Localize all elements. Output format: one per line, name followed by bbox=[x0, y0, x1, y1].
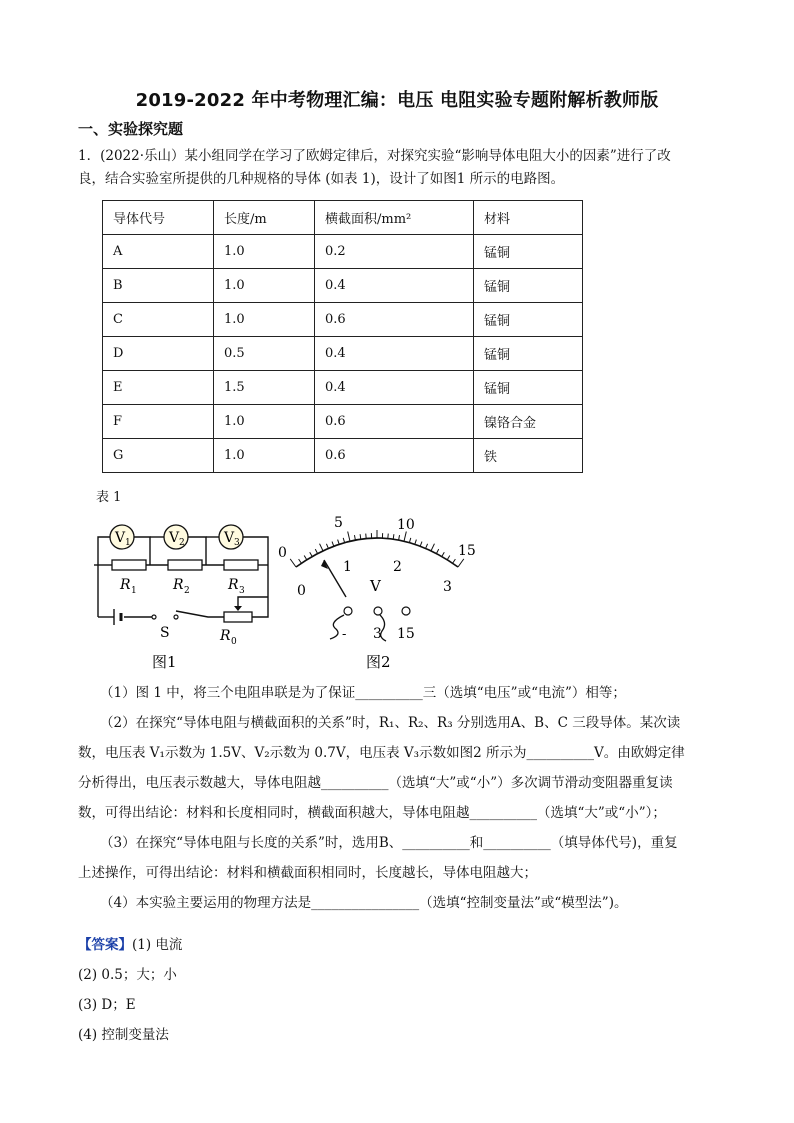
question-intro-line-1: 1．(2022·乐山）某小组同学在学习了欧姆定律后，对探究实验“影响导体电阻大小的因素”进行了改 bbox=[78, 148, 671, 164]
dial-tick-mark bbox=[431, 544, 434, 551]
voltmeter-terminals bbox=[330, 607, 415, 642]
switch-label: S bbox=[160, 625, 170, 641]
table-cell: 1.0 bbox=[214, 303, 315, 337]
terminal-3: 3 bbox=[373, 626, 382, 642]
resistor-r1 bbox=[112, 560, 146, 570]
table-row bbox=[103, 405, 583, 439]
table-cell: 0.6 bbox=[315, 303, 474, 337]
dial-tick-mark bbox=[304, 556, 307, 560]
dial-top-tick-15: 15 bbox=[458, 543, 476, 559]
table-row bbox=[103, 439, 583, 473]
table-cell: 锰铜 bbox=[474, 337, 583, 371]
dial-tick-mark bbox=[310, 552, 312, 556]
question-part-3-line-1: （3）在探究“导体电阻与长度的关系”时，选用B、__________和__________（填导体代号)，重复 bbox=[100, 835, 678, 851]
table-cell: B bbox=[103, 269, 214, 303]
table-cell: 0.4 bbox=[315, 337, 474, 371]
dial-top-tick-0: 0 bbox=[278, 545, 287, 561]
rheostat-r0 bbox=[224, 606, 252, 622]
voltmeter-v2 bbox=[164, 525, 188, 549]
dial-tick-mark bbox=[348, 531, 350, 541]
dial-tick-mark bbox=[415, 540, 417, 545]
table-cell: 锰铜 bbox=[474, 269, 583, 303]
dial-tick-mark bbox=[332, 542, 334, 547]
table-cell: 锰铜 bbox=[474, 235, 583, 269]
dial-top-tick-5: 5 bbox=[334, 515, 343, 531]
table-row bbox=[103, 371, 583, 405]
dial-tick-mark bbox=[399, 535, 400, 540]
table-cell: 铁 bbox=[474, 439, 583, 473]
table-cell: G bbox=[103, 439, 214, 473]
voltmeter-v3 bbox=[219, 525, 243, 549]
table-header-row bbox=[103, 201, 583, 235]
figure1-caption: 图1 bbox=[152, 653, 177, 671]
question-part-2-line-3: 分析得出，电压表示数越大，导体电阻越__________（选填“大”或“小”）多次调节滑动变阻器重复读 bbox=[78, 775, 673, 791]
figures bbox=[88, 505, 488, 675]
question-part-1: （1）图 1 中，将三个电阻串联是为了保证__________三（选填“电压”或“电流”）相等； bbox=[100, 685, 626, 701]
table-cell: 0.6 bbox=[315, 405, 474, 439]
r3-label: R bbox=[228, 577, 239, 593]
table-header-cell: 长度/m bbox=[214, 201, 315, 235]
dial-bottom-tick-3: 3 bbox=[443, 579, 452, 595]
dial-bottom-tick-0: 0 bbox=[297, 583, 306, 599]
conductor-table bbox=[102, 200, 583, 473]
voltmeter-v1-sub: 1 bbox=[125, 538, 131, 548]
table-cell: 镍铬合金 bbox=[474, 405, 583, 439]
answer-label: 【答案】 bbox=[78, 937, 132, 953]
section-title: 一、实验探究题 bbox=[78, 120, 184, 138]
dial-tick-mark bbox=[409, 538, 410, 543]
r2-label: R bbox=[173, 577, 184, 593]
table-cell: 锰铜 bbox=[474, 371, 583, 405]
dial-top-tick-10: 10 bbox=[397, 517, 415, 533]
dial-tick-mark bbox=[326, 544, 328, 549]
dial-bottom-tick-2: 2 bbox=[393, 559, 402, 575]
resistor-r2 bbox=[168, 560, 202, 570]
answer-2: (2) 0.5；大；小 bbox=[78, 967, 177, 983]
table-row bbox=[103, 303, 583, 337]
question-part-4: （4）本实验主要运用的物理方法是________________（选填“控制变量法”或“模型法”)。 bbox=[100, 895, 628, 911]
terminal-negative: - bbox=[342, 627, 347, 642]
r0-label: R bbox=[220, 628, 231, 644]
question-part-2-line-2: 数，电压表 V₁示数为 1.5V、V₂示数为 0.7V，电压表 V₃示数如图2 所示为__________V。由欧姆定律 bbox=[78, 745, 685, 761]
table-row bbox=[103, 235, 583, 269]
answer-block bbox=[78, 930, 182, 1050]
table-row bbox=[103, 269, 583, 303]
table-cell: 0.4 bbox=[315, 269, 474, 303]
table-caption: 表 1 bbox=[96, 490, 122, 505]
table-cell: D bbox=[103, 337, 214, 371]
document-title: 2019-2022 年中考物理汇编：电压 电阻实验专题附解析教师版 bbox=[135, 90, 659, 111]
r1-label: R bbox=[120, 577, 131, 593]
dial-bottom-tick-1: 1 bbox=[343, 559, 352, 575]
dial-tick-mark bbox=[354, 535, 355, 540]
voltmeter-v3-label: V bbox=[224, 530, 235, 546]
r1-sub: 1 bbox=[131, 586, 137, 596]
dial-tick-mark bbox=[426, 544, 428, 549]
table-cell: F bbox=[103, 405, 214, 439]
voltmeter-v1 bbox=[110, 525, 134, 549]
table-cell: 0.4 bbox=[315, 371, 474, 405]
table-cell: C bbox=[103, 303, 214, 337]
question-part-3-line-2: 上述操作，可得出结论：材料和横截面积相同时，长度越长，导体电阻越大； bbox=[78, 865, 537, 881]
dial-tick-mark bbox=[447, 556, 450, 560]
dial-tick-mark bbox=[315, 549, 317, 553]
table-cell: 0.6 bbox=[315, 439, 474, 473]
dial-tick-mark bbox=[442, 552, 444, 556]
table-cell: E bbox=[103, 371, 214, 405]
dial-tick-mark bbox=[436, 549, 438, 553]
table-cell: 1.0 bbox=[214, 405, 315, 439]
r2-sub: 2 bbox=[184, 586, 190, 596]
dial-tick-mark bbox=[343, 538, 344, 543]
voltmeter-v1-label: V bbox=[115, 530, 126, 546]
dial-tick-mark bbox=[338, 540, 340, 545]
answer-4: (4) 控制变量法 bbox=[78, 1027, 169, 1043]
table-cell: 1.0 bbox=[214, 269, 315, 303]
r0-sub: 0 bbox=[231, 637, 237, 647]
question-intro-line-2: 良，结合实验室所提供的几种规格的导体 (如表 1)，设计了如图1 所示的电路图。 bbox=[78, 171, 565, 187]
table-cell: 0.5 bbox=[214, 337, 315, 371]
table-header-cell: 导体代号 bbox=[103, 201, 214, 235]
question-part-2-line-1: （2）在探究“导体电阻与横截面积的关系”时，R₁、R₂、R₃ 分别选用A、B、C 三段导体。某次读 bbox=[100, 715, 681, 731]
question-part-2-line-4: 数，可得出结论：材料和长度相同时，横截面积越大，导体电阻越__________（选填“大”或“小”）； bbox=[78, 805, 666, 821]
table-header-cell: 材料 bbox=[474, 201, 583, 235]
terminal-15: 15 bbox=[397, 626, 415, 642]
battery-icon bbox=[114, 609, 121, 625]
question-intro bbox=[78, 146, 718, 189]
dial-tick-mark bbox=[299, 559, 302, 563]
resistor-r3 bbox=[224, 560, 258, 570]
switch-icon bbox=[152, 615, 178, 619]
voltmeter-v2-sub: 2 bbox=[179, 538, 185, 548]
table-cell: 1.0 bbox=[214, 439, 315, 473]
dial-tick-mark bbox=[393, 534, 394, 539]
voltmeter-v3-sub: 3 bbox=[234, 538, 240, 548]
table-header-cell: 横截面积/mm² bbox=[315, 201, 474, 235]
answer-3: (3) D；E bbox=[78, 997, 136, 1013]
table-cell: 0.2 bbox=[315, 235, 474, 269]
table-cell: 锰铜 bbox=[474, 303, 583, 337]
table-cell: A bbox=[103, 235, 214, 269]
dial-tick-mark bbox=[458, 559, 464, 567]
dial-tick-mark bbox=[420, 542, 422, 547]
table-cell: 1.5 bbox=[214, 371, 315, 405]
table-cell: 1.0 bbox=[214, 235, 315, 269]
table-row bbox=[103, 337, 583, 371]
r3-sub: 3 bbox=[239, 586, 245, 596]
dial-tick-mark bbox=[290, 559, 296, 567]
dial-unit: V bbox=[370, 577, 381, 595]
dial-tick-mark bbox=[360, 534, 361, 539]
dial-tick-mark bbox=[320, 544, 323, 551]
dial-tick-mark bbox=[453, 559, 456, 563]
answer-1: (1) 电流 bbox=[132, 937, 183, 953]
question-parts bbox=[78, 678, 720, 918]
voltmeter-v2-label: V bbox=[169, 530, 180, 546]
figure2-caption: 图2 bbox=[366, 653, 391, 671]
